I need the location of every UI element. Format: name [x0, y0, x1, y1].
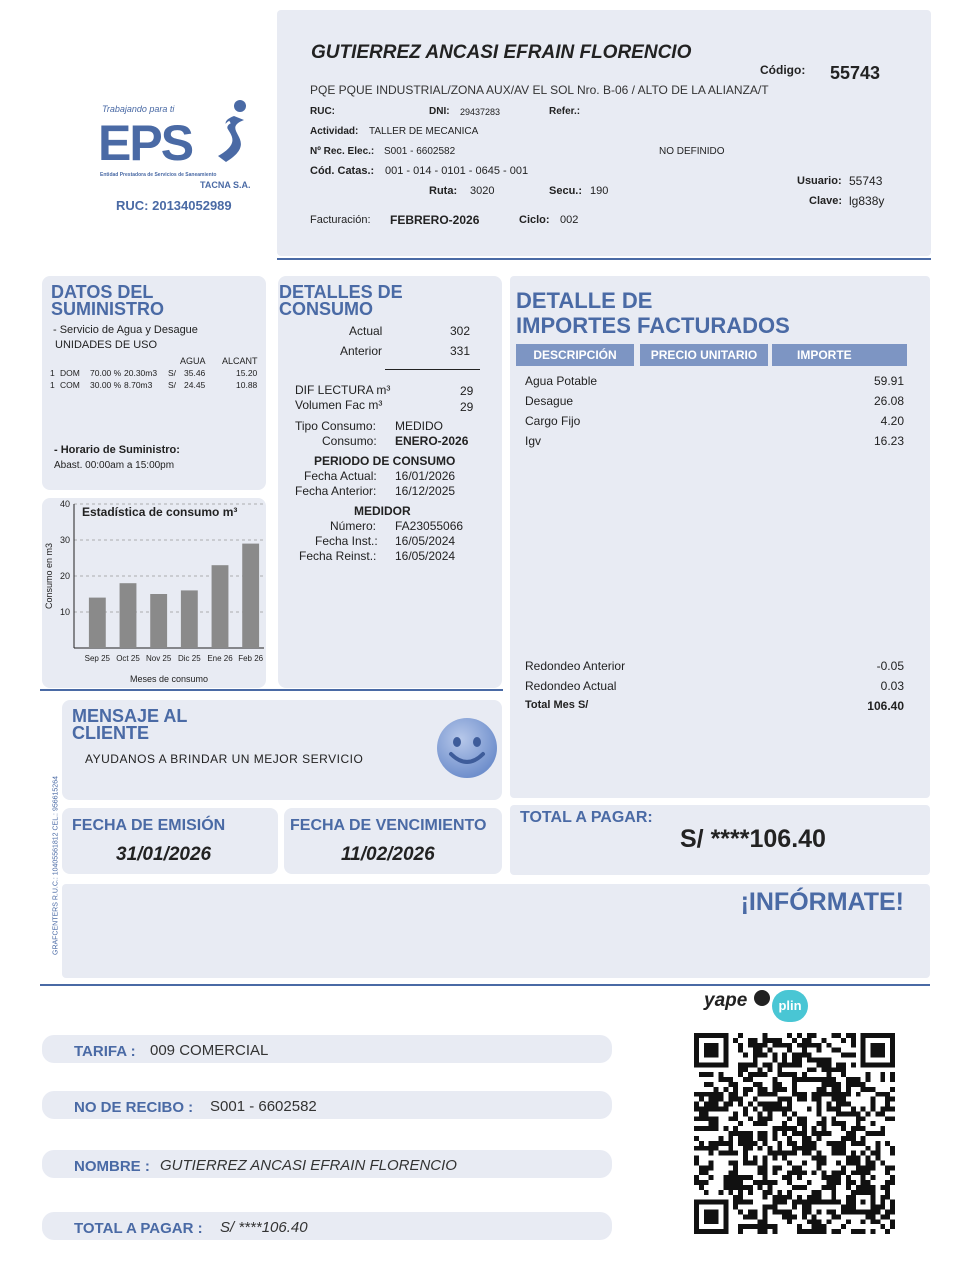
codigo-label: Código:	[760, 63, 806, 77]
total-label: TOTAL A PAGAR:	[520, 809, 653, 826]
recibo-row	[42, 1091, 612, 1119]
ruta-value: 3020	[470, 185, 495, 197]
informate-title: ¡INFÓRMATE!	[740, 888, 904, 916]
emision-label: FECHA DE EMISIÓN	[72, 817, 226, 834]
suministro-title-line1: DATOS DEL	[51, 282, 154, 302]
col-precio: PRECIO UNITARIO	[640, 344, 768, 366]
total-value: S/ ****106.40	[680, 825, 826, 853]
unit-cur: S/	[168, 380, 177, 390]
chart-x-label: Meses de consumo	[129, 674, 209, 684]
tarifa-label: TARIFA :	[74, 1043, 136, 1060]
customer-name: GUTIERREZ ANCASI EFRAIN FLORENCIO	[311, 42, 692, 63]
ruc-label: RUC:	[310, 106, 335, 117]
fecha-anterior-label: Fecha Anterior:	[295, 484, 377, 498]
chart-x-tick: Dic 25	[177, 654, 201, 663]
vencimiento-panel	[284, 808, 502, 874]
unidades-text: UNIDADES DE USO	[55, 339, 158, 351]
col-alcant: ALCANT	[222, 356, 258, 366]
fecha-inst-value: 16/05/2024	[395, 534, 456, 548]
qr-finder-pattern	[861, 1033, 895, 1067]
numero-label: Número:	[330, 519, 377, 533]
consumo-chart-panel	[42, 498, 266, 688]
yape-logo	[704, 990, 770, 1012]
smiley-icon	[435, 716, 499, 780]
qr-finder-pattern	[694, 1200, 728, 1234]
tipo-label: Tipo Consumo:	[295, 419, 376, 433]
redondeo-ant-label: Redondeo Anterior	[525, 659, 626, 673]
fecha-actual-label: Fecha Actual:	[304, 469, 377, 483]
dni-label: DNI:	[429, 106, 450, 117]
secu-label: Secu.:	[549, 185, 583, 197]
unit-agua: 35.46	[184, 368, 206, 378]
consumo-title-line2: CONSUMO	[279, 299, 373, 319]
mensaje-title-line1: MENSAJE AL	[72, 706, 188, 726]
usuario-label: Usuario:	[797, 175, 842, 187]
logo-tagline: Trabajando para ti	[102, 104, 175, 114]
plin-text: plin	[778, 998, 802, 1013]
mensaje-title-line2: CLIENTE	[72, 723, 150, 743]
tipo-value: MEDIDO	[395, 419, 443, 433]
unit-pct: 70.00 %	[90, 368, 122, 378]
dif-value: 29	[460, 384, 474, 398]
codigo-value: 55743	[830, 63, 881, 83]
nombre-row	[42, 1150, 612, 1178]
unidades-row	[50, 368, 260, 379]
customer-header	[277, 10, 931, 256]
logo-city: TACNA S.A.	[200, 180, 251, 190]
qr-finder-pattern	[851, 1190, 876, 1215]
actividad-value: TALLER DE MECANICA	[369, 126, 479, 137]
importe-item-label: Igv	[525, 434, 542, 448]
chart-y-tick: 40	[59, 499, 70, 509]
chart-y-tick: 10	[59, 607, 70, 617]
chart-title: Estadística de consumo m³	[82, 505, 238, 519]
suministro-title	[51, 284, 164, 318]
wave-icon	[204, 96, 256, 168]
unit-m3: 20.30m3	[124, 368, 158, 378]
bottom-divider	[40, 984, 930, 986]
no-definido: NO DEFINIDO	[659, 146, 725, 157]
dif-label: DIF LECTURA m³	[295, 383, 391, 397]
importes-title-line1: DETALLE DE	[516, 288, 653, 313]
actividad-label: Actividad:	[310, 126, 359, 137]
usuario-value: 55743	[849, 174, 883, 188]
total-mes-value: 106.40	[867, 699, 904, 713]
mensaje-text: AYUDANOS A BRINDAR UN MEJOR SERVICIO	[85, 752, 364, 766]
mensaje-title	[72, 708, 187, 742]
recibo-label: NO DE RECIBO :	[74, 1099, 194, 1116]
fecha-anterior-value: 16/12/2025	[395, 484, 456, 498]
consumo-value: ENERO-2026	[395, 434, 469, 448]
fecha-inst-label: Fecha Inst.:	[315, 534, 378, 548]
mensaje-panel	[62, 700, 502, 800]
yape-badge-icon	[754, 990, 770, 1006]
tarifa-value: 009 COMERCIAL	[150, 1042, 269, 1059]
chart-y-label: Consumo en m3	[44, 542, 54, 610]
consumo-title	[279, 284, 403, 318]
importe-item-value: 26.08	[873, 394, 904, 408]
ruta-label: Ruta:	[429, 185, 458, 197]
company-logo	[92, 96, 262, 216]
vencimiento-label: FECHA DE VENCIMIENTO	[290, 817, 487, 834]
chart-bar	[150, 594, 167, 648]
qr-finder-pattern	[694, 1033, 728, 1067]
chart-bar	[89, 598, 106, 648]
catas-label: Cód. Catas.:	[310, 165, 375, 177]
total-mes-label: Total Mes S/	[525, 699, 589, 711]
nombre-value: GUTIERREZ ANCASI EFRAIN FLORENCIO	[160, 1157, 457, 1174]
chart-x-tick: Nov 25	[145, 654, 172, 663]
header-divider	[277, 258, 931, 260]
logo-ruc: RUC: 20134052989	[116, 198, 232, 213]
col-importe: IMPORTE	[772, 344, 907, 366]
ciclo-value: 002	[560, 214, 579, 226]
importe-item-label: Agua Potable	[525, 374, 598, 388]
left-divider	[40, 689, 503, 691]
total-row-label: TOTAL A PAGAR :	[74, 1220, 203, 1237]
unit-alcant: 15.20	[236, 368, 258, 378]
sum-line	[385, 369, 480, 370]
rec-elec-label: Nº Rec. Elec.:	[310, 146, 375, 157]
emision-panel	[62, 808, 278, 874]
secu-value: 190	[590, 185, 609, 197]
unit-m3: 8.70m3	[124, 380, 153, 390]
vol-value: 29	[460, 400, 474, 414]
fecha-reinst-label: Fecha Reinst.:	[299, 549, 377, 563]
numero-value: FA23055066	[395, 519, 464, 533]
servicio-text: - Servicio de Agua y Desague	[53, 324, 198, 336]
catas-value: 001 - 014 - 0101 - 0645 - 001	[385, 165, 529, 177]
unit-tipo: COM	[60, 380, 80, 390]
unidades-row	[50, 380, 260, 391]
dni-value: 29437283	[460, 107, 501, 117]
logo-brand: EPS	[98, 115, 193, 171]
payment-qr-code[interactable]	[694, 1033, 895, 1234]
unit-pct: 30.00 %	[90, 380, 122, 390]
actual-label: Actual	[349, 324, 383, 338]
unit-n: 1	[50, 380, 55, 390]
unit-agua: 24.45	[184, 380, 206, 390]
clave-value: lg838y	[849, 194, 885, 208]
fecha-reinst-value: 16/05/2024	[395, 549, 456, 563]
consumo-title-line1: DETALLES DE	[279, 282, 403, 302]
consumo-panel	[278, 276, 502, 688]
importe-item-label: Desague	[525, 394, 574, 408]
chart-bar	[242, 544, 259, 648]
ciclo-label: Ciclo:	[519, 214, 550, 226]
col-agua: AGUA	[180, 356, 206, 366]
periodo-title: PERIODO DE CONSUMO	[314, 454, 456, 468]
importes-title-line2: IMPORTES FACTURADOS	[516, 313, 790, 338]
unit-tipo: DOM	[60, 368, 80, 378]
emision-value: 31/01/2026	[116, 844, 212, 865]
unit-alcant: 10.88	[236, 380, 258, 390]
yape-text: yape	[704, 990, 748, 1011]
importe-item-label: Cargo Fijo	[525, 414, 581, 428]
chart-bar	[181, 590, 198, 648]
total-row	[42, 1212, 612, 1240]
redondeo-act-label: Redondeo Actual	[525, 679, 617, 693]
total-panel	[510, 805, 930, 875]
nombre-label: NOMBRE :	[74, 1158, 150, 1175]
importe-item-value: 16.23	[873, 434, 904, 448]
anterior-value: 331	[450, 344, 471, 358]
recibo-value: S001 - 6602582	[210, 1098, 317, 1115]
refer-label: Refer.:	[549, 106, 581, 117]
logo-entity: Entidad Prestadora de Servicios de Saneamiento	[100, 172, 217, 178]
importe-item-value: 59.91	[873, 374, 904, 388]
clave-label: Clave:	[809, 195, 843, 207]
anterior-label: Anterior	[340, 344, 383, 358]
redondeo-act-value: 0.03	[880, 679, 904, 693]
chart-bar	[212, 565, 229, 648]
rec-elec-value: S001 - 6602582	[384, 146, 456, 157]
chart-x-tick: Oct 25	[116, 654, 140, 663]
medidor-title: MEDIDOR	[354, 504, 411, 518]
horario-value: Abast. 00:00am a 15:00pm	[54, 460, 175, 471]
chart-y-tick: 30	[59, 535, 70, 545]
address: PQE PQUE INDUSTRIAL/ZONA AUX/AV EL SOL Nro. B-06 / ALTO DE LA ALIANZA/T	[310, 83, 769, 97]
informate-panel	[62, 884, 930, 978]
plin-logo	[772, 990, 808, 1022]
facturacion-label: Facturación:	[310, 214, 371, 226]
importe-item-value: 4.20	[880, 414, 904, 428]
consumo-label: Consumo:	[322, 434, 377, 448]
vol-label: Volumen Fac m³	[295, 398, 383, 412]
unit-cur: S/	[168, 368, 177, 378]
facturacion-value: FEBRERO-2026	[390, 213, 480, 227]
consumo-chart	[42, 498, 266, 688]
printer-credit: GRAFCENTERS R.U.C.: 10405561812 CEL.: 956615264	[52, 776, 60, 955]
chart-x-tick: Feb 26	[238, 654, 264, 663]
redondeo-ant-value: -0.05	[876, 659, 904, 673]
chart-x-tick: Ene 26	[207, 654, 233, 663]
total-row-value: S/ ****106.40	[220, 1219, 308, 1236]
suministro-title-line2: SUMINISTRO	[51, 299, 165, 319]
importes-title	[516, 288, 790, 338]
chart-x-tick: Sep 25	[84, 654, 111, 663]
vencimiento-value: 11/02/2026	[341, 844, 435, 865]
horario-label: - Horario de Suministro:	[54, 444, 180, 456]
fecha-actual-value: 16/01/2026	[395, 469, 456, 483]
unit-n: 1	[50, 368, 55, 378]
suministro-panel	[42, 276, 266, 490]
col-descripcion: DESCRIPCIÓN	[516, 344, 634, 366]
chart-y-tick: 20	[59, 571, 70, 581]
chart-bar	[120, 583, 137, 648]
tarifa-row	[42, 1035, 612, 1063]
actual-value: 302	[450, 324, 471, 338]
